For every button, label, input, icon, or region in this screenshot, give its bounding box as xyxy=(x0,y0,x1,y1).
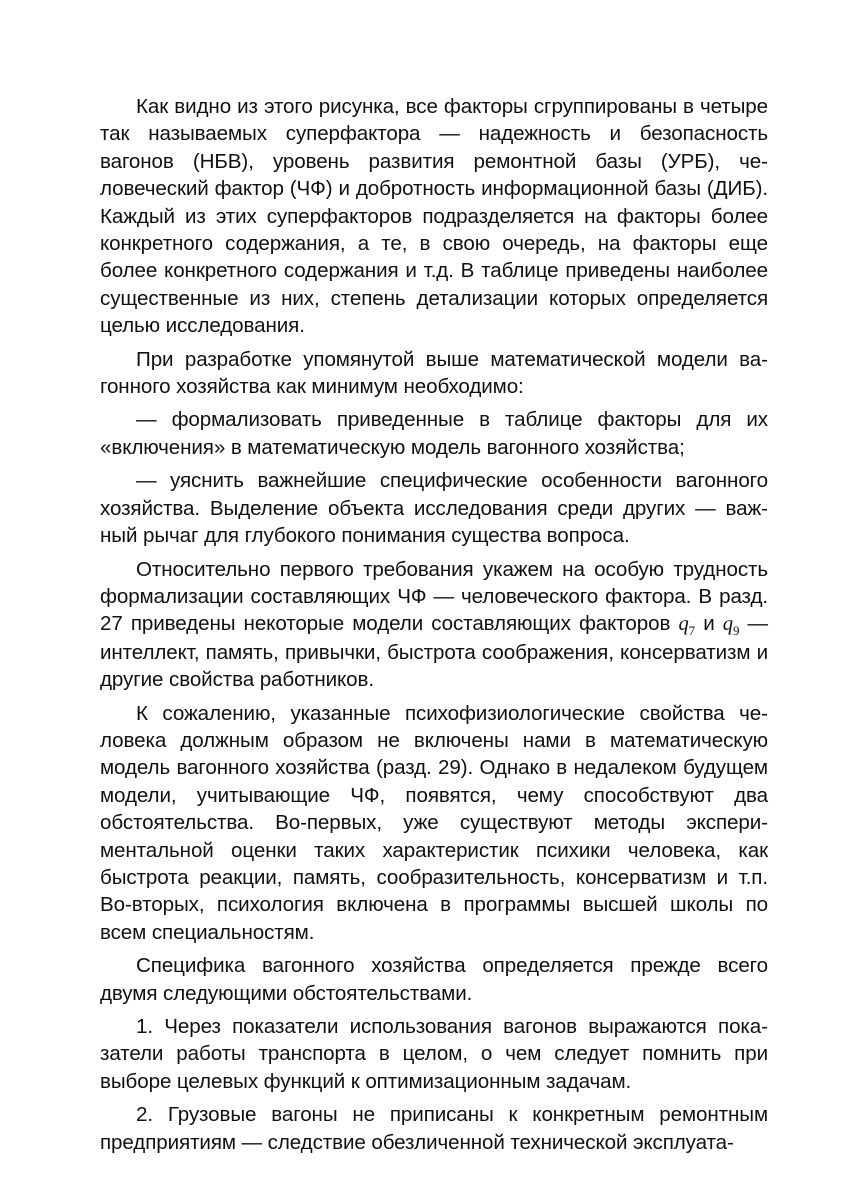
document-page xyxy=(100,93,768,1162)
paragraph-model-requirements: При разработке упомянутой выше математической модели вагонного хозяйства как минимум необходимо: xyxy=(100,347,768,399)
list-item-specifics: — уяснить важнейшие специфические особенности вагонного хозяйства. Выделение объекта исследования среди других — важный рычаг для глубокого понимания существа вопроса. xyxy=(100,469,768,548)
paragraph-specifics-intro: Специфика вагонного хозяйства определяется прежде всего двумя следующими обстоятельствами. xyxy=(100,954,768,1005)
list-item-1: 1. Через показатели использования вагонов выражаются показатели работы транспорта в целом, о чем следует помнить при выборе целевых функций к оптимизационным задачам. xyxy=(100,1015,768,1093)
text-segment: — интеллект, память, привычки, быстрота соображения, консерватизм и другие свойства работников. xyxy=(100,612,768,692)
paragraph-superfactors: Как видно из этого рисунка, все факторы сгруппированы в четыре так называемых суперфактора — надежность и безопасность вагонов (НБВ), уровень развития ремонтной базы (УРБ), человеческий фактор (ЧФ) и добротность информационной базы (ДИБ). Каждый из этих суперфакторов подразделяется на факторы более конкретного содержания, а те, в свою очередь, на факторы еще более конкретного содержания и т.д. В таблице приведены наиболее существенные из них, степень детализации которых определяется целью исследования. xyxy=(100,95,768,338)
list-item-2: 2. Грузовые вагоны не приписаны к конкретным ремонтным предприятиям — следствие обезличенной технической эксплуата- xyxy=(100,1103,768,1154)
text-segment: Относительно первого требования укажем на особую трудность формализации составляющих ЧФ — человеческого фактора. В разд. 27 приведены некоторые модели составляющих факторов xyxy=(100,557,768,636)
math-q9: $q_9$ xyxy=(722,613,740,639)
math-q7: $q_7$ xyxy=(678,613,696,639)
text-segment: и xyxy=(695,612,723,636)
list-item-formalize: — формализовать приведенные в таблице факторы для их «включения» в математическую модель вагонного хозяйства; xyxy=(100,408,768,459)
paragraph-psychophysiology: К сожалению, указанные психофизиологические свойства человека должным образом не включены нами в математическую модель вагонного хозяйства (разд. 29). Однако в недалеком будущем модели, учитывающие ЧФ, появятся, чему способствуют два обстоятельства. Во-первых, уже существуют методы экспериментальной оценки таких характеристик психики человека, как быстрота реакции, память, сообразительность, консерватизм и т.п. Во-вторых, психология включена в программы высшей школы по всем специальностям. xyxy=(100,701,768,944)
paragraph-human-factor xyxy=(100,556,768,694)
